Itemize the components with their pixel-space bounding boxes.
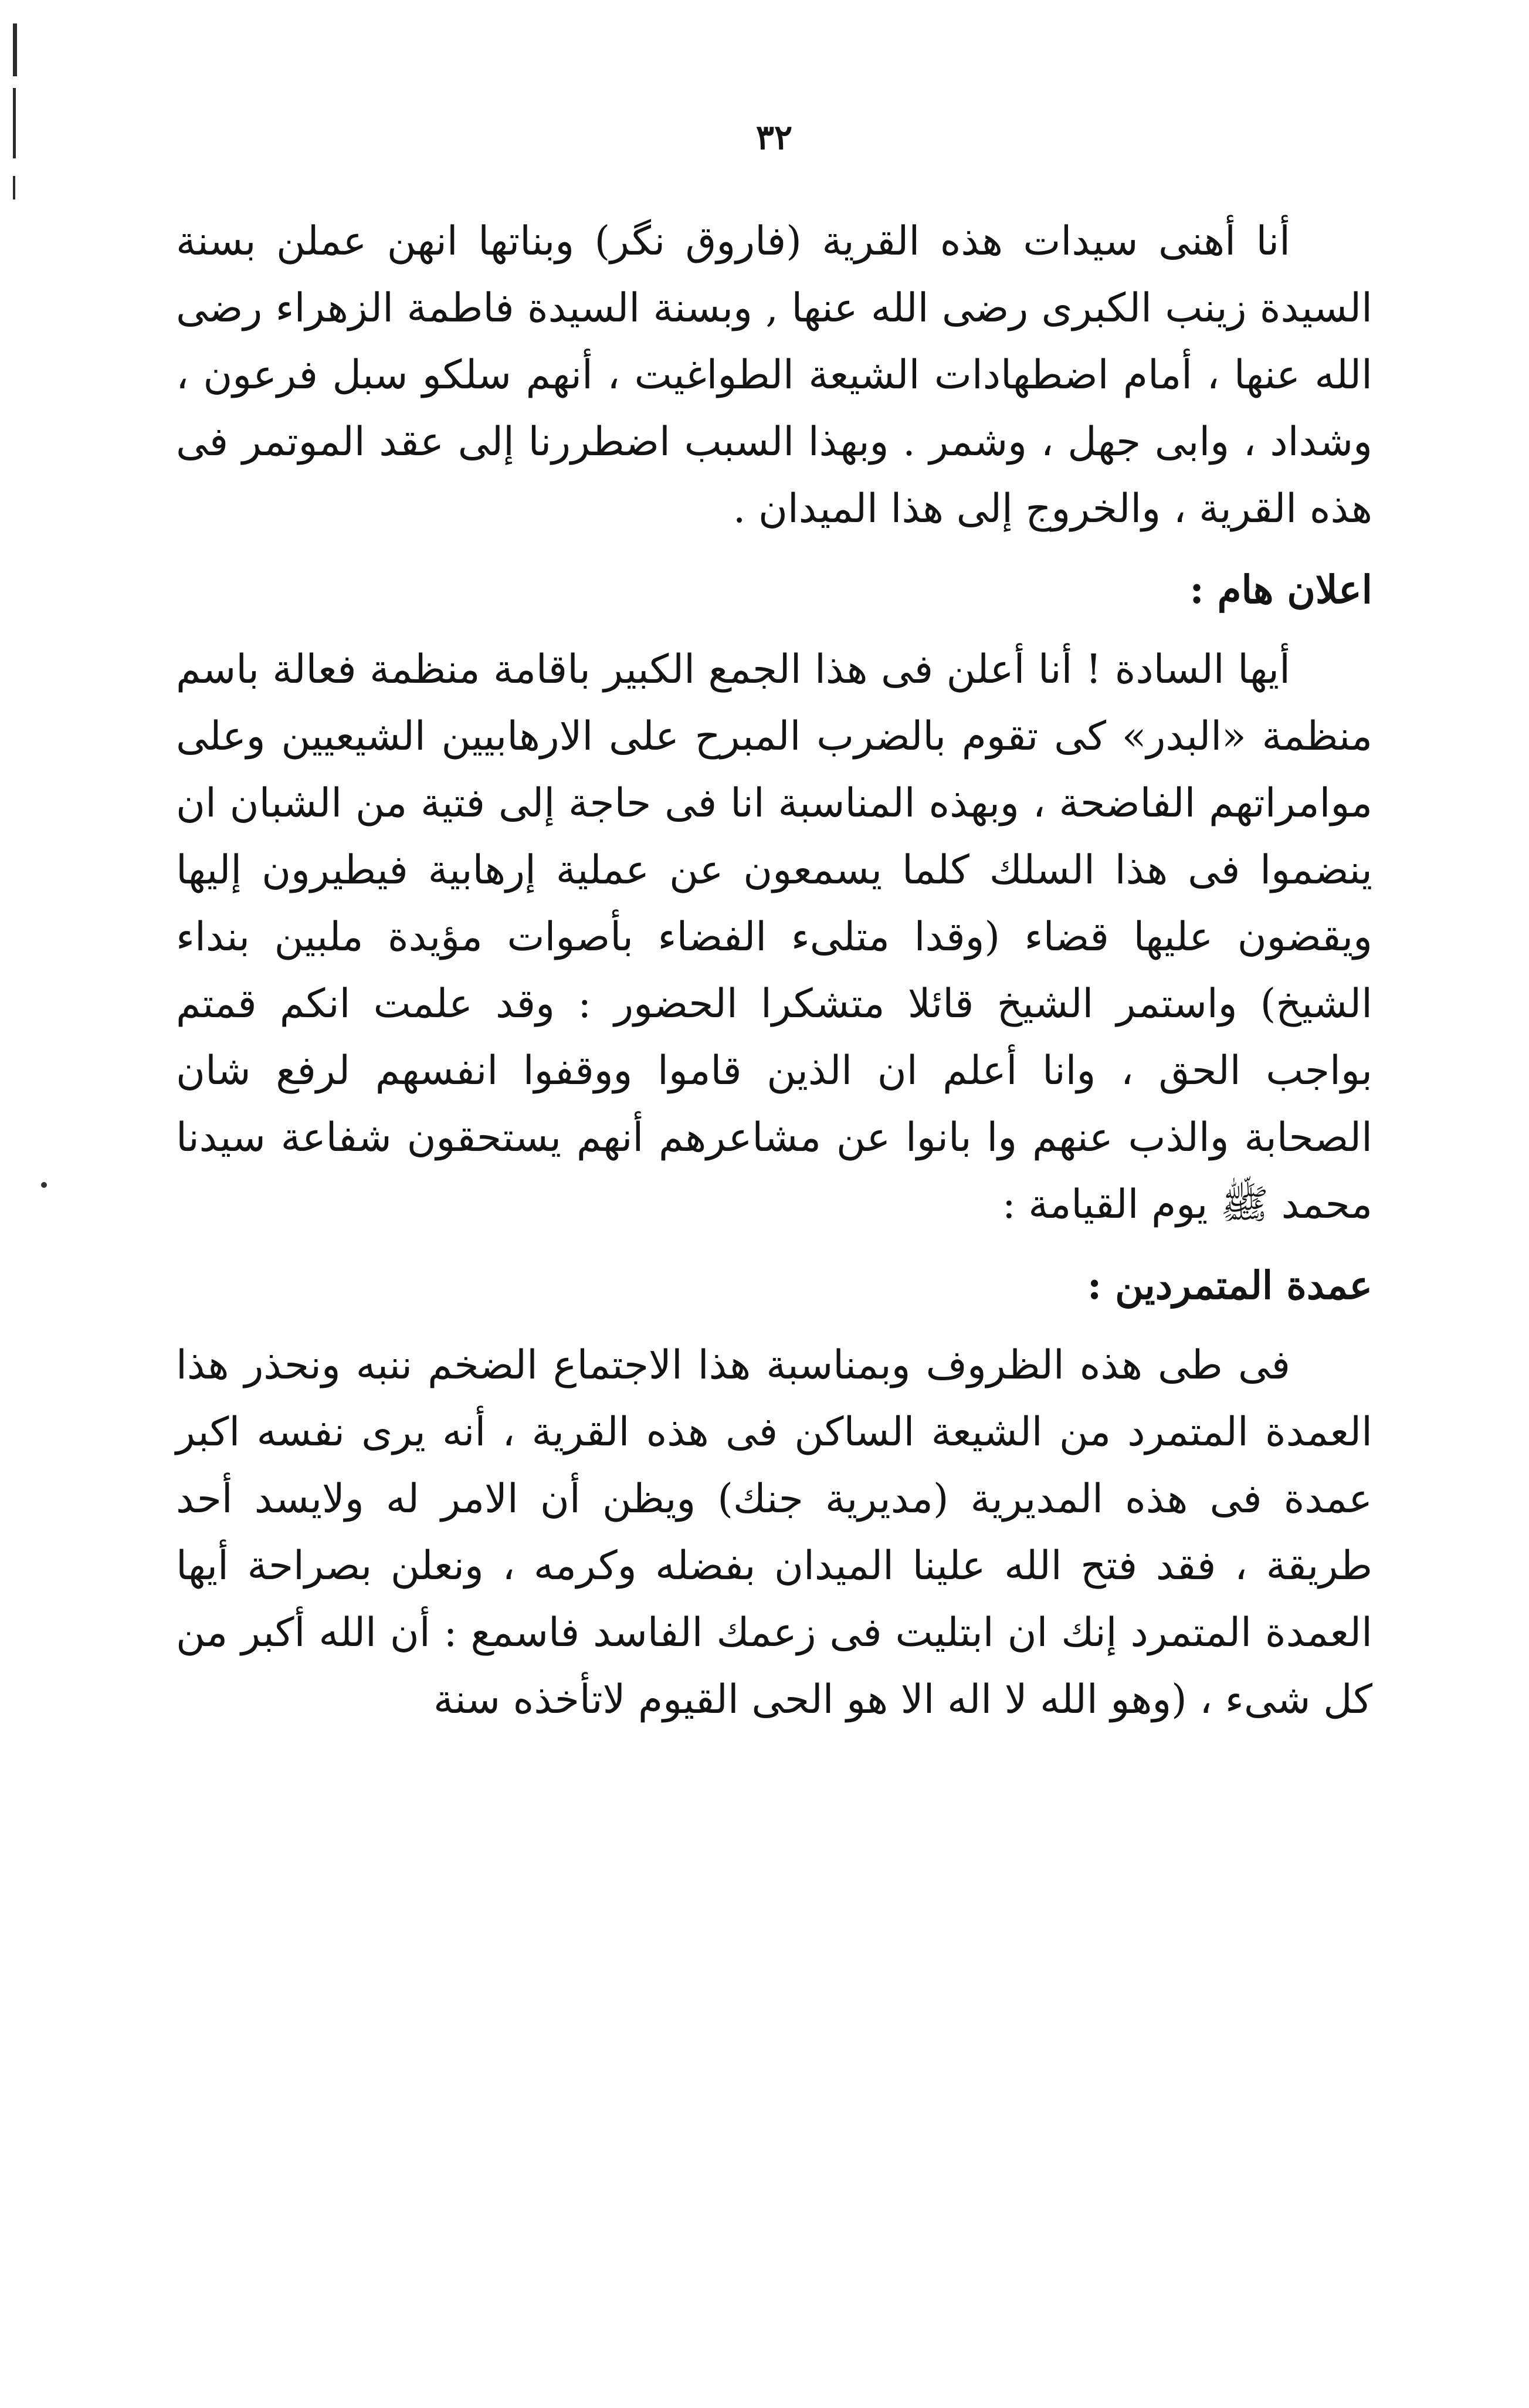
- page-number: ٣٢: [755, 117, 793, 157]
- scan-speck: [41, 1182, 47, 1188]
- rebels-paragraph: فى طى هذه الظروف وبمناسبة هذا الاجتماع الضخم ننبه ونحذر هذا العمدة المتمرد من الشيعة الساكن فى هذه القرية ، أنه يرى نفسه اكبر عمدة فى هذه المديرية (مديرية جنك) ويظن أن الامر له ولايسد أحد طريقة ، فقد فتح الله علينا الميدان بفضله وكرمه ، ونعلن بصراحة أيها العمدة المتمرد إنك ان ابتليت فى زعمك الفاسد فاسمع : أن الله أكبر من كل شىء ، (وهو الله لا اله الا هو الحى القيوم لاتأخذه سنة: [176, 1342, 1372, 1723]
- announcement-heading: اعلان هام :: [1189, 567, 1372, 612]
- scan-edge-mark: [13, 88, 16, 158]
- document-page: [176, 0, 1372, 2408]
- scan-edge-mark: [13, 23, 17, 76]
- intro-paragraph: أنا أهنى سيدات هذه القرية (فاروق نگر) وبناتها انهن عملن بسنة السيدة زينب الكبرى رضى الله عنها , وبسنة السيدة فاطمة الزهراء رضى الله عنها ، أمام اضطهادات الشيعة الطواغيت ، أنهم سلكو سبل فرعون ، وشداد ، وابى جهل ، وشمر . وبهذا السبب اضطررنا إلى عقد الموتمر فى هذه القرية ، والخروج إلى هذا الميدان .: [176, 218, 1372, 532]
- page-content: [176, 208, 1372, 1733]
- scan-edge-mark: [13, 176, 15, 199]
- announcement-paragraph: أيها السادة ! أنا أعلن فى هذا الجمع الكبير باقامة منظمة فعالة باسم منظمة «البدر» كى تقوم بالضرب المبرح على الارهابيين الشيعيين وعلى موامراتهم الفاضحة ، وبهذه المناسبة انا فى حاجة إلى فتية من الشبان ان ينضموا فى هذا السلك كلما يسمعون عن عملية إرهابية فيطيرون إليها ويقضون عليها قضاء (وقدا متلىء الفضاء بأصوات مؤيدة ملبين بنداء الشيخ) واستمر الشيخ قائلا متشكرا الحضور : وقد علمت انكم قمتم بواجب الحق ، وانا أعلم ان الذين قاموا ووقفوا انفسهم لرفع شان الصحابة والذب عنهم وا بانوا عن مشاعرهم أنهم يستحقون شفاعة سيدنا محمد ﷺ يوم القيامة :: [176, 646, 1372, 1228]
- rebels-heading: عمدة المتمردين :: [1087, 1262, 1372, 1308]
